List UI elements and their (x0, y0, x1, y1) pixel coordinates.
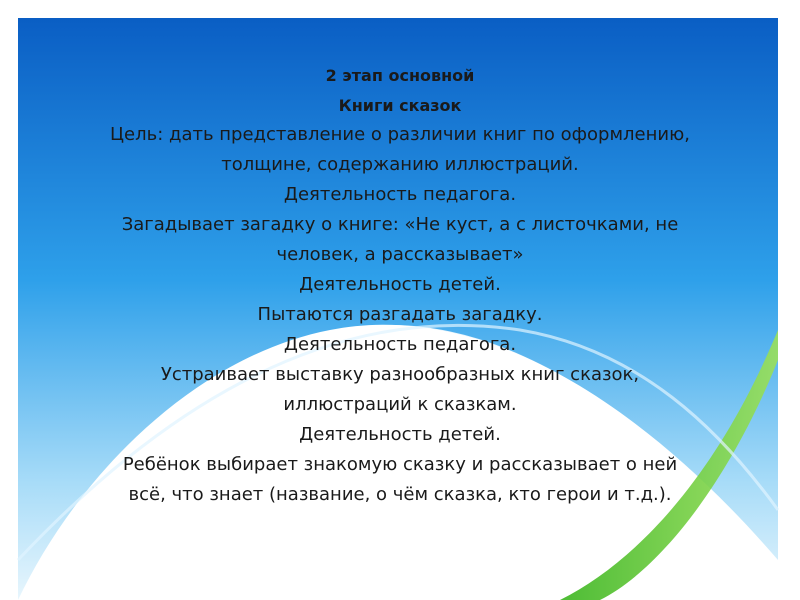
text-line: Пытаются разгадать загадку. (257, 304, 543, 325)
text-line: Загадывает загадку о книге: «Не куст, а с листочками, не (121, 214, 679, 235)
text-line: Ребёнок выбирает знакомую сказку и рассказывает о ней (122, 454, 678, 475)
text-line: толщине, содержанию иллюстраций. (221, 154, 579, 175)
slide-text (40, 60, 760, 510)
text-line: Деятельность детей. (299, 424, 501, 445)
text-line: Устраивает выставку разнообразных книг сказок, (160, 364, 640, 385)
text-line: Деятельность детей. (299, 274, 501, 295)
text-line: человек, а рассказывает» (276, 244, 524, 265)
text-line: Цель: дать представление о различии книг по оформлению, (110, 124, 690, 145)
text-line: всё, что знает (название, о чём сказка, кто герои и т.д.). (128, 484, 672, 505)
text-line: Деятельность педагога. (283, 184, 517, 205)
text-line: иллюстраций к сказкам. (283, 394, 517, 415)
heading-topic: Книги сказок (338, 96, 462, 115)
text-line: Деятельность педагога. (283, 334, 517, 355)
heading-stage: 2 этап основной (325, 66, 475, 85)
